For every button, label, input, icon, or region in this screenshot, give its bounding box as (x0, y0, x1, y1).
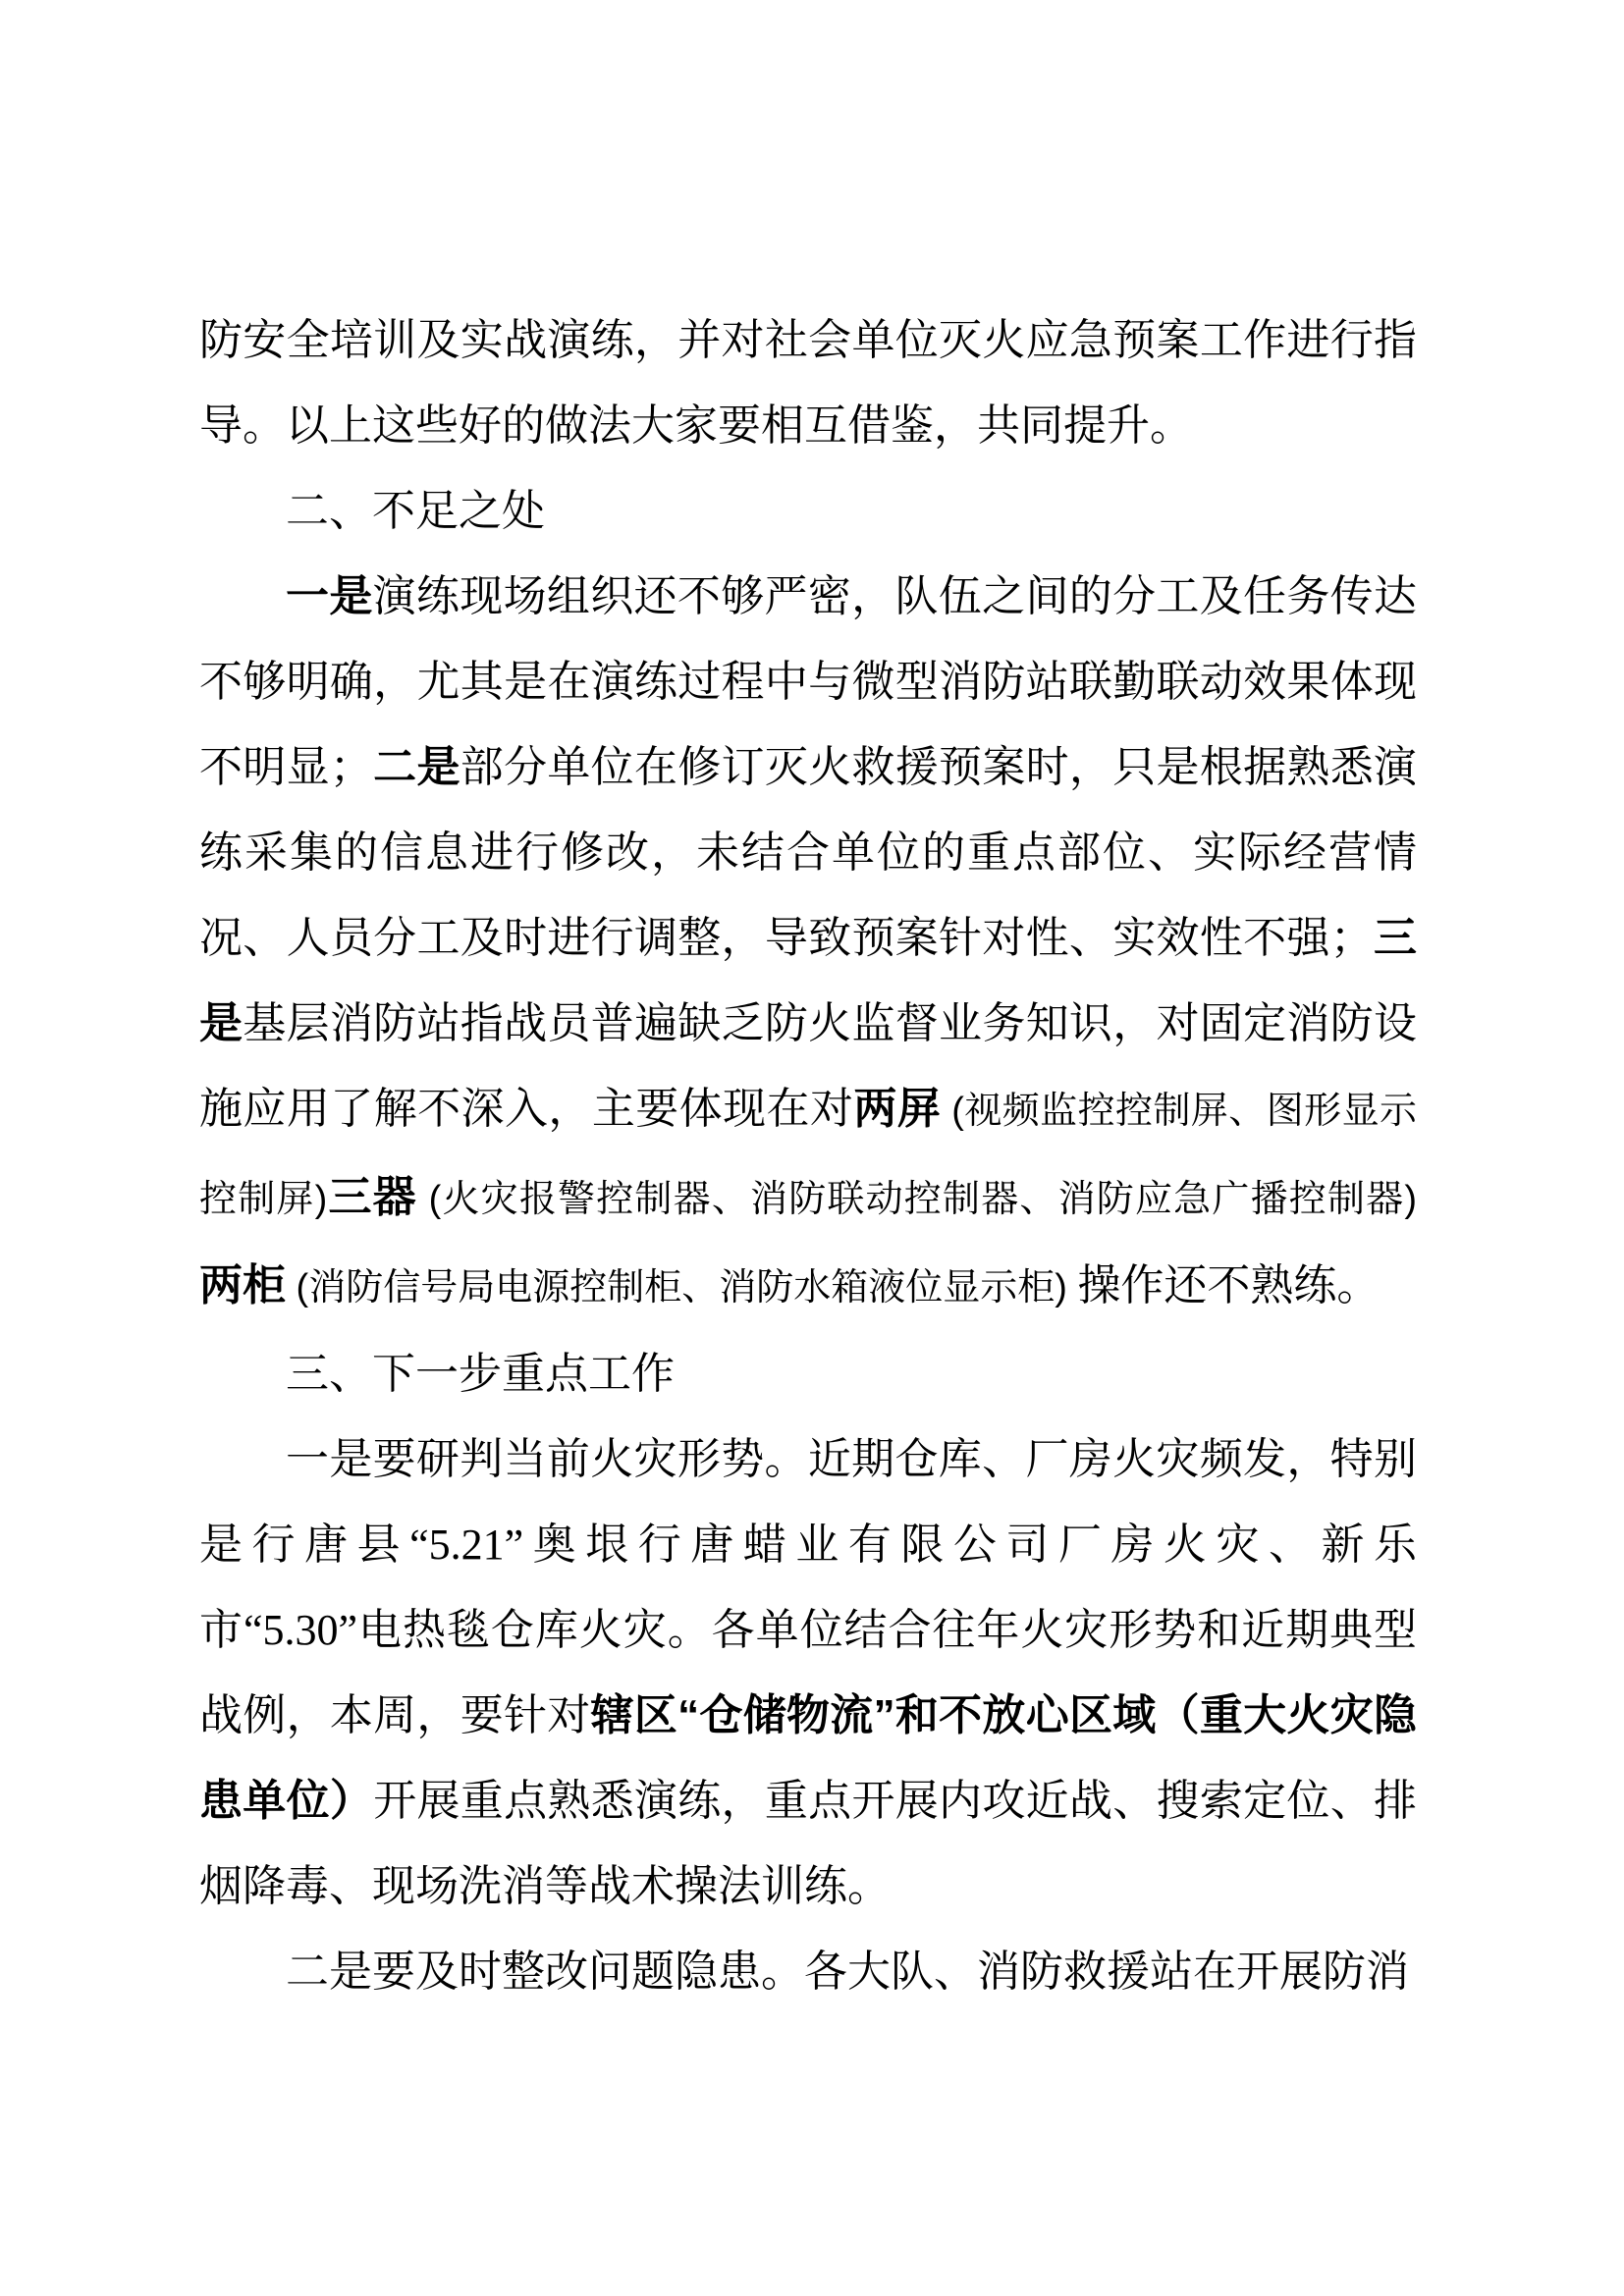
paragraph-shortcomings-detail (199, 554, 1417, 1331)
bold-text-run: 辖区“仓储物流”和不放心区域（重大火灾隐患单位） (199, 1691, 1418, 1825)
text-run: 奥垠行唐蜡业有限公司厂房火灾、新乐市 (199, 1521, 1418, 1654)
bold-text-run: 三器 (327, 1173, 417, 1221)
text-run: 一是要研判当前火灾形势。近期仓库、厂房火灾频发，特别是行唐县 (199, 1435, 1417, 1569)
document-body-text (199, 297, 1417, 2014)
paragraph-continued-good-practices (199, 297, 1417, 468)
text-run: 三、下一步重点工作 (286, 1350, 675, 1398)
text-run: 部分单位在修订灭火救援预案时，只是根据熟悉演练采集的信息进行修改，未结合单位的重点部位、实际经营情况、人员分工及时进行调整，导致预案针对性、实效性不强； (199, 743, 1418, 962)
bold-text-run: 两柜 (199, 1261, 286, 1309)
bold-text-run: 二是 (372, 743, 460, 791)
bold-text-run: 一是 (286, 572, 373, 620)
small-parenthetical-run: (火灾报警控制器、消防联动控制器、消防应急广播控制器) (416, 1179, 1418, 1220)
text-run: 基层消防站指战员普遍缺乏防火监督业务知识，对固定消防设施应用了解不深入，主要体现在对 (199, 999, 1417, 1133)
small-parenthetical-run: (消防信号局电源控制柜、消防水箱液位显示柜) (286, 1267, 1078, 1308)
serif-number-run: “5.30” (243, 1606, 358, 1654)
text-run: 二是要及时整改问题隐患。各大队、消防救援站在开展防消 (286, 1948, 1409, 1996)
heading-section-3-next-steps (199, 1331, 1417, 1416)
paragraph-next-step-1-fire-situation (199, 1416, 1417, 1929)
serif-number-run: “5.21” (409, 1521, 524, 1569)
heading-section-2-shortcomings (199, 468, 1417, 554)
text-run: 二、不足之处 (286, 487, 545, 535)
text-run: 防安全培训及实战演练，并对社会单位灭火应急预案工作进行指导。以上这些好的做法大家要相互借鉴，共同提升。 (199, 316, 1417, 450)
bold-text-run: 两屏 (853, 1085, 942, 1133)
text-run: 演练现场组织还不够严密，队伍之间的分工及任务传达不够明确，尤其是在演练过程中与微型消防站联勤联动效果体现不明显； (199, 572, 1417, 791)
bold-text-run: 三是 (199, 914, 1417, 1047)
paragraph-next-step-2-rectify-hazards (199, 1929, 1417, 2014)
text-run: 电热毯仓库火灾。各单位结合往年火灾形势和近期典型战例，本周，要针对 (199, 1606, 1418, 1739)
text-run: 开展重点熟悉演练，重点开展内攻近战、搜索定位、排烟降毒、现场洗消等战术操法训练。 (199, 1777, 1418, 1910)
small-parenthetical-run: (视频监控控制屏、图形显示控制屏) (199, 1091, 1418, 1220)
text-run: 操作还不熟练。 (1077, 1261, 1380, 1309)
